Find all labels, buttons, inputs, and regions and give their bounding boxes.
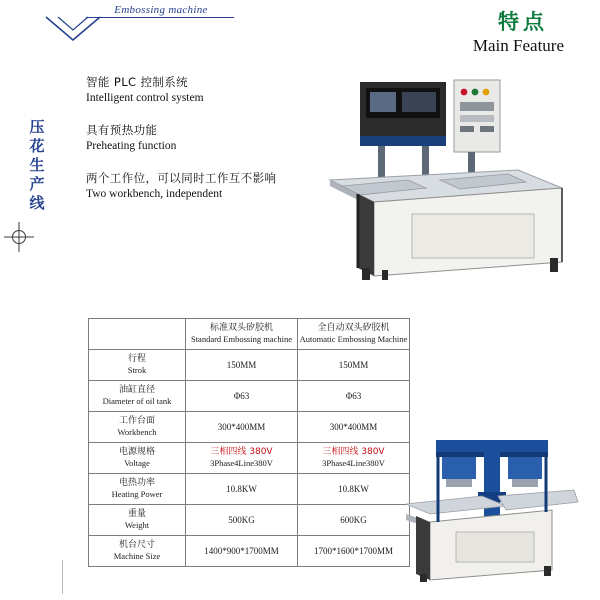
row-label-zh: 油缸直径 [118, 385, 155, 395]
feature-item [86, 74, 316, 106]
brand-label: Embossing machine [114, 4, 208, 16]
column-header-zh: 全自动双头矽胶机 [317, 323, 390, 333]
row-label-en: Workbench [117, 427, 157, 437]
row-value-standard: 10.8KW [186, 474, 298, 505]
feature-label-en: Preheating function [86, 140, 177, 152]
machine-detail-image [402, 432, 582, 582]
row-label-zh: 电源规格 [118, 447, 155, 457]
row-value-standard: Φ63 [186, 381, 298, 412]
row-label-zh: 工作台面 [118, 416, 155, 426]
page-edge-marker [62, 560, 63, 594]
row-label-zh: 机台尺寸 [118, 540, 155, 550]
row-label-zh: 行程 [127, 354, 146, 364]
table-row [89, 350, 410, 381]
row-value-automatic: 10.8KW [298, 474, 410, 505]
column-header-en: Standard Embossing machine [190, 334, 293, 344]
column-header-zh: 标准双头矽胶机 [209, 323, 273, 333]
row-label [89, 474, 186, 505]
row-label [89, 412, 186, 443]
row-label-zh: 重量 [127, 509, 146, 519]
column-header-en: Automatic Embossing Machine [299, 334, 408, 344]
row-value-standard: 三相四线 380V 3Phase4Line380V [186, 443, 298, 474]
row-label-en: Weight [124, 520, 150, 530]
row-value-automatic: 1700*1600*1700MM [298, 536, 410, 567]
row-label [89, 536, 186, 567]
row-value-standard: 150MM [186, 350, 298, 381]
row-label-en: Machine Size [113, 551, 161, 561]
table-row [89, 505, 410, 536]
brand-divider [86, 17, 234, 18]
brand-wordmark [86, 4, 236, 18]
feature-item [86, 122, 316, 154]
feature-item [86, 170, 316, 202]
row-label-en: Heating Power [111, 489, 163, 499]
row-label [89, 505, 186, 536]
registration-mark-icon [4, 222, 34, 252]
row-value-standard: 300*400MM [186, 412, 298, 443]
table-row [89, 443, 410, 474]
row-label-en: Strok [127, 365, 147, 375]
table-row [89, 536, 410, 567]
feature-label-zh: 具有预热功能 [86, 123, 158, 137]
row-value-standard: 500KG [186, 505, 298, 536]
page-title-en: Main Feature [472, 36, 564, 55]
table-row [89, 474, 410, 505]
feature-label-zh: 智能 PLC 控制系统 [86, 75, 189, 89]
specification-table [88, 318, 410, 567]
row-value-automatic: 600KG [298, 505, 410, 536]
row-value-standard: 1400*900*1700MM [186, 536, 298, 567]
row-label-en: Diameter of oil tank [102, 396, 172, 406]
table-corner-cell [89, 319, 186, 350]
brand-v-icon [44, 16, 102, 42]
row-value-automatic: 150MM [298, 350, 410, 381]
table-header-row [89, 319, 410, 350]
row-value-automatic: 300*400MM [298, 412, 410, 443]
row-value-automatic: 三相四线 380V 3Phase4Line380V [298, 443, 410, 474]
page-title-zh: 特点 [498, 10, 548, 34]
table-row [89, 412, 410, 443]
table-column-header-automatic [298, 319, 410, 350]
machine-main-image [322, 62, 572, 280]
feature-label-en: Intelligent control system [86, 92, 204, 104]
side-label: 压花生产线 [29, 118, 45, 212]
table-column-header-standard [186, 319, 298, 350]
table-row [89, 381, 410, 412]
row-label-en: Voltage [124, 458, 150, 468]
row-label-zh: 电热功率 [118, 478, 155, 488]
feature-label-zh: 两个工作位，可以同时工作互不影响 [86, 171, 277, 185]
row-label [89, 350, 186, 381]
row-value-automatic: Φ63 [298, 381, 410, 412]
row-label [89, 381, 186, 412]
feature-label-en: Two workbench, independent [86, 188, 223, 200]
row-label [89, 443, 186, 474]
feature-list [86, 74, 316, 218]
